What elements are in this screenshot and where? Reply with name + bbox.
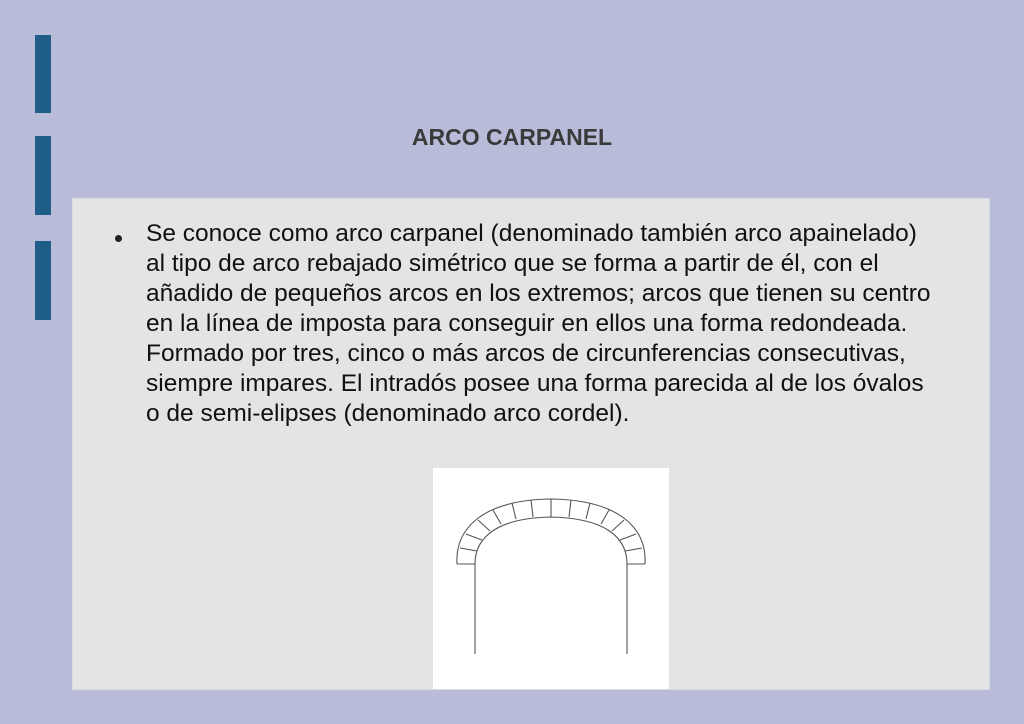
slide-title: ARCO CARPANEL bbox=[411, 124, 613, 150]
content-panel bbox=[73, 199, 989, 689]
bullet-list bbox=[73, 219, 936, 429]
bullet-text: Se conoce como arco carpanel (denominado también arco apainelado) al tipo de arco rebajado simétrico que se forma a partir de él, con el añadido de pequeños arcos en los extremos; arcos que tienen su centro en la línea de imposta para conseguir en ellos una forma redondeada. Formado por tres, cinco o más arcos de circunferencias consecutivas, siempre impares. El intradós posee una forma parecida al de los óvalos o de semi-elipses (denominado arco cordel). bbox=[146, 220, 931, 427]
accent-bar-bottom bbox=[35, 241, 51, 320]
bullet-dot-icon bbox=[115, 235, 122, 242]
carpanel-arch-illustration bbox=[433, 468, 669, 689]
accent-bar-top bbox=[35, 35, 51, 113]
arch-diagram bbox=[433, 468, 669, 689]
list-item bbox=[73, 219, 936, 429]
